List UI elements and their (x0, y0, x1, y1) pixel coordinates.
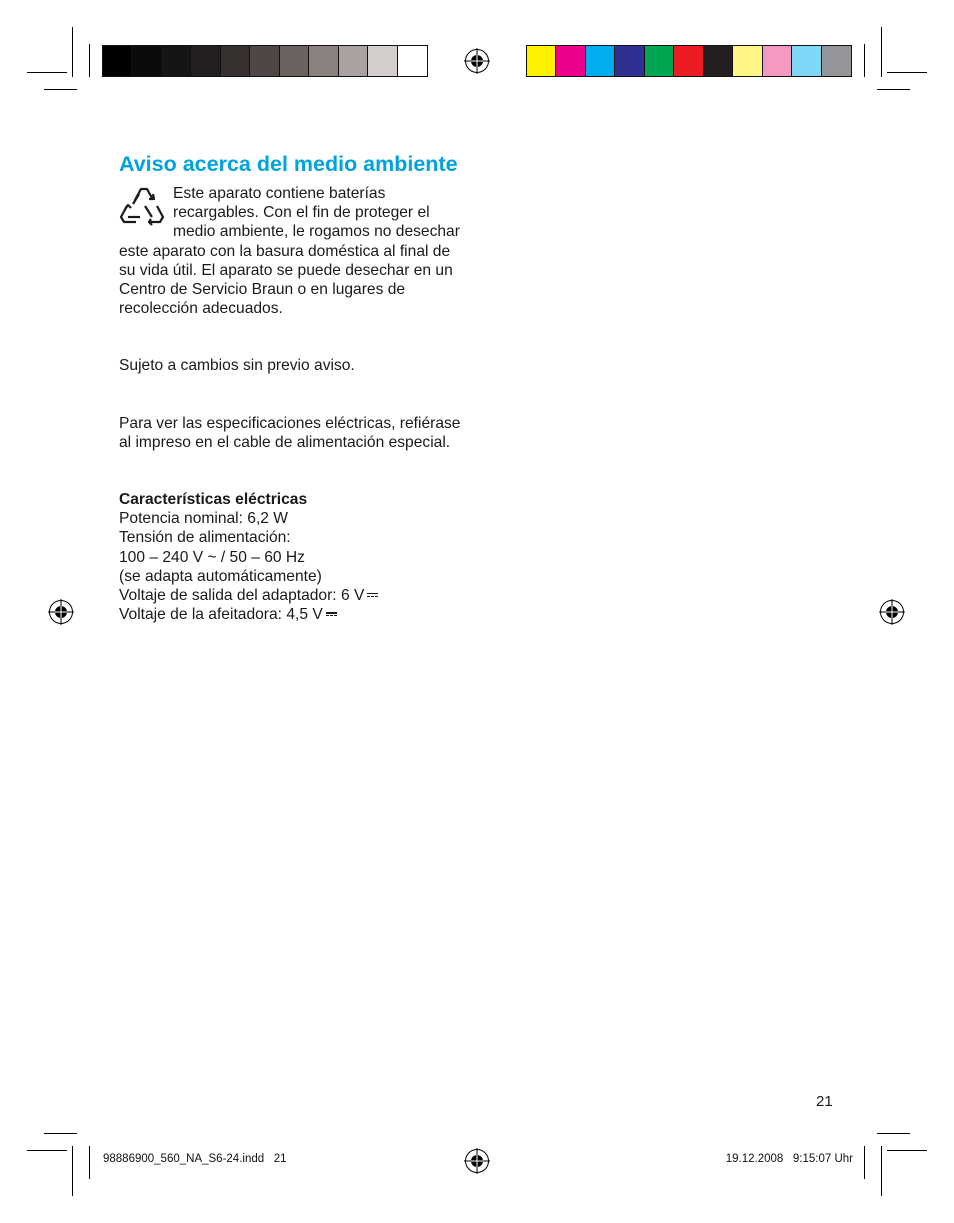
grayscale-color-bar (102, 45, 428, 77)
specs-reference-text: Para ver las especificaciones eléctricas, refiérase al impreso en el cable de alimentación especial. (119, 414, 461, 451)
electrical-heading: Características eléctricas (119, 491, 308, 509)
voltage-value: 100 – 240 V ~ / 50 – 60 Hz (119, 548, 305, 566)
registration-mark-icon (879, 599, 905, 625)
crop-mark (877, 89, 910, 90)
color-swatch (250, 46, 279, 76)
color-swatch (339, 46, 368, 76)
crop-mark (44, 1133, 77, 1134)
color-swatch (221, 46, 250, 76)
color-swatch (822, 46, 851, 76)
color-swatch (586, 46, 615, 76)
crop-mark (72, 27, 73, 77)
main-content (119, 153, 464, 624)
dc-current-icon (367, 592, 378, 600)
subject-to-change-text: Sujeto a cambios sin previo aviso. (119, 357, 355, 375)
crop-mark (864, 44, 865, 77)
registration-mark-icon (464, 1148, 490, 1174)
page-title: Aviso acerca del medio ambiente (119, 152, 458, 176)
registration-mark-icon (48, 599, 74, 625)
color-swatch (398, 46, 427, 76)
color-swatch (309, 46, 338, 76)
environment-text: Este aparato contiene baterías recargables. Con el fin de proteger el medio ambiente, le rogamos no desechar este aparato con la basura doméstica al final de su vida útil. El aparato se puede desechar en un Centro de Servicio Braun o en lugares de recolección adecuados. (119, 185, 460, 318)
recycle-icon (119, 184, 165, 230)
crop-mark (881, 27, 882, 77)
color-swatch (556, 46, 585, 76)
color-swatch (527, 46, 556, 76)
crop-mark (27, 1150, 67, 1151)
crop-mark (89, 1146, 90, 1179)
color-swatch (704, 46, 733, 76)
electrical-specs (119, 490, 464, 624)
color-swatch (733, 46, 762, 76)
color-swatch (132, 46, 161, 76)
crop-mark (44, 89, 77, 90)
adapter-output-line (119, 586, 464, 605)
process-color-bar (526, 45, 852, 77)
footer-timestamp: 19.12.2008 9:15:07 Uhr (725, 1153, 853, 1165)
color-swatch (368, 46, 397, 76)
crop-mark (881, 1146, 882, 1196)
shaver-voltage-text: Voltaje de la afeitadora: 4,5 V (119, 606, 323, 624)
color-swatch (280, 46, 309, 76)
adapter-output-text: Voltaje de salida del adaptador: 6 V (119, 587, 365, 605)
crop-mark (27, 72, 67, 73)
color-swatch (645, 46, 674, 76)
color-swatch (615, 46, 644, 76)
color-swatch (191, 46, 220, 76)
footer-file-info: 98886900_560_NA_S6-24.indd 21 (103, 1153, 287, 1165)
power-rating: Potencia nominal: 6,2 W (119, 510, 289, 528)
crop-mark (877, 1133, 910, 1134)
crop-mark (89, 44, 90, 77)
color-swatch (103, 46, 132, 76)
crop-mark (864, 1146, 865, 1179)
shaver-voltage-line (119, 605, 464, 624)
crop-mark (887, 72, 927, 73)
color-swatch (674, 46, 703, 76)
environment-notice (119, 184, 464, 318)
color-swatch (792, 46, 821, 76)
registration-mark-icon (464, 48, 490, 74)
auto-adapt-note: (se adapta automáticamente) (119, 567, 322, 585)
voltage-label: Tensión de alimentación: (119, 529, 291, 547)
crop-mark (72, 1146, 73, 1196)
crop-mark (887, 1150, 927, 1151)
color-swatch (162, 46, 191, 76)
dc-current-icon (326, 611, 337, 619)
color-swatch (763, 46, 792, 76)
page-number: 21 (816, 1093, 833, 1110)
